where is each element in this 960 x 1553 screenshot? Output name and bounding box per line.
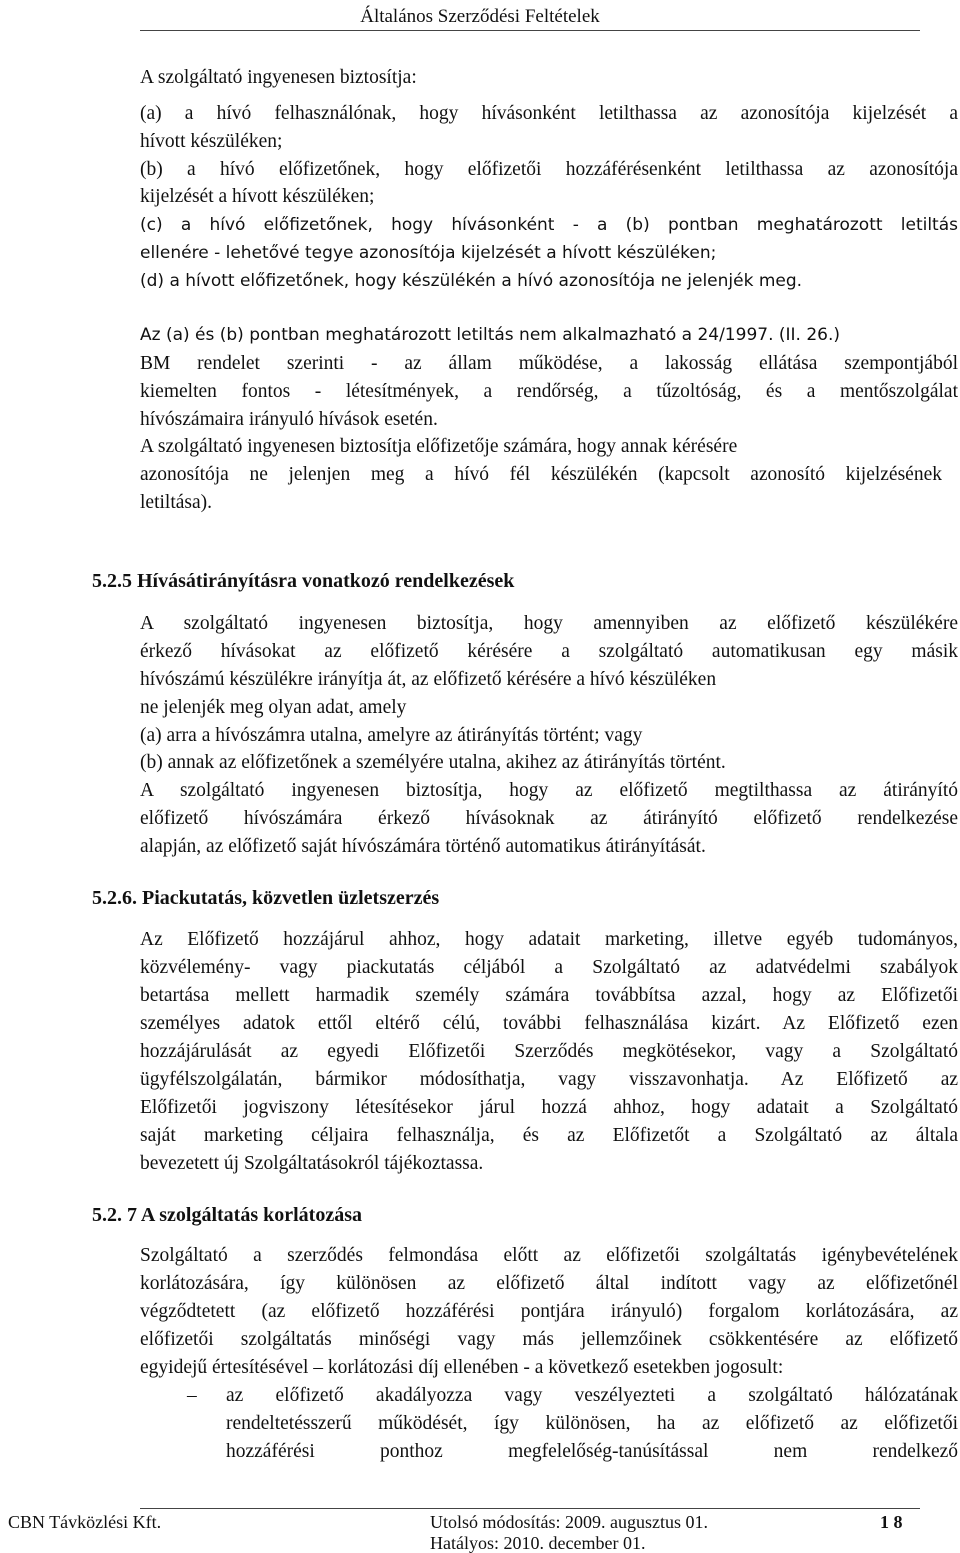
paragraph-line: (a) a hívó felhasználónak, hogy hívásonként letilthassa az azonosítója kijelzését a	[140, 103, 958, 124]
paragraph-line: hívószámú készülékre irányítja át, az előfizető kérésére a hívó készüléken	[140, 669, 717, 690]
paragraph-line: hívott készüléken;	[140, 131, 283, 152]
section-heading-5-2-5: 5.2.5 Hívásátirányításra vonatkozó rendelkezések	[92, 570, 515, 592]
page-footer	[0, 1500, 960, 1553]
paragraph-line: A szolgáltató ingyenesen biztosítja, hogy az előfizető megtilthassa az átirányító	[140, 780, 958, 801]
footer-effective-date: Hatályos: 2010. december 01.	[430, 1533, 646, 1553]
paragraph-line: közvélemény- vagy piackutatás céljából a Szolgáltató az adatvédelmi szabályok	[140, 957, 958, 978]
paragraph-line: ügyfélszolgálatán, bármikor módosíthatja, vagy visszavonhatja. Az Előfizető az	[140, 1069, 958, 1090]
paragraph-line: érkező hívásokat az előfizető kérésére a szolgáltató automatikusan egy másik	[140, 641, 958, 662]
paragraph-line: ne jelenjék meg olyan adat, amely	[140, 697, 407, 718]
paragraph-line: végződtetett (az előfizető hozzáférési pontjára irányuló) forgalom korlátozására, az	[140, 1301, 958, 1322]
paragraph-line: előfizető hívószámára érkező hívásoknak az átirányító előfizető rendelkezése	[140, 808, 958, 829]
page-header	[0, 0, 960, 36]
section-heading-5-2-6: 5.2.6. Piackutatás, közvetlen üzletszerzés	[92, 887, 440, 909]
list-item-line: hozzáférési ponthoz megfelelőség-tanúsítással nem rendelkező	[226, 1441, 958, 1462]
paragraph-line: letiltása).	[140, 492, 213, 513]
footer-page-number: 1 8	[880, 1512, 903, 1532]
paragraph-line: A szolgáltató ingyenesen biztosítja előfizetője számára, hogy annak kérésére	[140, 436, 738, 457]
paragraph-line: ellenére - lehetővé tegye azonosítója kijelzését a hívott készüléken;	[140, 243, 717, 263]
header-title: Általános Szerződési Feltételek	[360, 6, 600, 27]
paragraph-line: azonosítója ne jelenjen meg a hívó fél készülékén (kapcsolt azonosító kijelzésének	[140, 464, 942, 485]
paragraph-line: kiemelten fontos - létesítmények, a rendőrség, a tűzoltóság, és a mentőszolgálat	[140, 381, 958, 402]
paragraph-line: (b) annak az előfizetőnek a személyére utalna, akihez az átirányítás történt.	[140, 752, 726, 773]
header-rule	[140, 30, 920, 31]
paragraph-line: Szolgáltató a szerződés felmondása előtt az előfizetői szolgáltatás igénybevételének	[140, 1245, 958, 1266]
paragraph-line: Az Előfizető hozzájárul ahhoz, hogy adatait marketing, illetve egyéb tudományos,	[140, 929, 958, 950]
paragraph-line: Előfizetői jogviszony létesítésekor járul hozzá ahhoz, hogy adatait a Szolgáltató	[140, 1097, 958, 1118]
list-bullet-dash: –	[187, 1385, 197, 1406]
paragraph-line: saját marketing céljaira felhasználja, és az Előfizetőt a Szolgáltató az általa	[140, 1125, 958, 1146]
footer-modified-date: Utolsó módosítás: 2009. augusztus 01.	[430, 1512, 708, 1532]
paragraph-line: bevezetett új Szolgáltatásokról tájékoztassa.	[140, 1153, 484, 1174]
paragraph-line: hívószámaira irányuló hívások esetén.	[140, 409, 438, 430]
footer-company: CBN Távközlési Kft.	[8, 1512, 162, 1532]
paragraph-line: A szolgáltató ingyenesen biztosítja, hogy amennyiben az előfizető készülékére	[140, 613, 958, 634]
paragraph-line: személyes adatok ettől eltérő célú, további felhasználása kizárt. Az Előfizető ezen	[140, 1013, 958, 1034]
paragraph-line: Az (a) és (b) pontban meghatározott letiltás nem alkalmazható a 24/1997. (II. 26.)	[140, 325, 841, 345]
paragraph-line: alapján, az előfizető saját hívószámára történő automatikus átirányítását.	[140, 836, 706, 857]
paragraph-line: A szolgáltató ingyenesen biztosítja:	[140, 67, 417, 88]
paragraph-line: hozzájárulását az egyedi Előfizetői Szerződés megkötésekor, vagy a Szolgáltató	[140, 1041, 958, 1062]
paragraph-line: korlátozására, így különösen az előfizető által indított vagy az előfizetőnél	[140, 1273, 958, 1294]
section-heading-5-2-7: 5.2. 7 A szolgáltatás korlátozása	[92, 1204, 362, 1226]
paragraph-line: (d) a hívott előfizetőnek, hogy készülékén a hívó azonosítója ne jelenjék meg.	[140, 271, 803, 291]
paragraph-line: kijelzését a hívott készüléken;	[140, 186, 375, 207]
paragraph-line: (b) a hívó előfizetőnek, hogy előfizetői hozzáférésenként letilthassa az azonosítója	[140, 159, 958, 180]
paragraph-line: betartása mellett harmadik személy számára továbbítsa azzal, hogy az Előfizetői	[140, 985, 958, 1006]
list-item-line: az előfizető akadályozza vagy veszélyezteti a szolgáltató hálózatának	[226, 1385, 958, 1406]
paragraph-line: (c) a hívó előfizetőnek, hogy hívásonként - a (b) pontban meghatározott letiltás	[140, 215, 958, 235]
paragraph-line: egyidejű értesítésével – korlátozási díj ellenében - a következő esetekben jogosult:	[140, 1357, 784, 1378]
paragraph-line: (a) arra a hívószámra utalna, amelyre az átirányítás történt; vagy	[140, 725, 643, 746]
footer-rule	[140, 1508, 920, 1509]
list-item-line: rendeltetésszerű működését, így különösen, ha az előfizető az előfizetői	[226, 1413, 958, 1434]
paragraph-line: előfizetői szolgáltatás minőségi vagy más jellemzőinek csökkentésére az előfizető	[140, 1329, 958, 1350]
paragraph-line: BM rendelet szerinti - az állam működése, a lakosság ellátása szempontjából	[140, 353, 958, 374]
